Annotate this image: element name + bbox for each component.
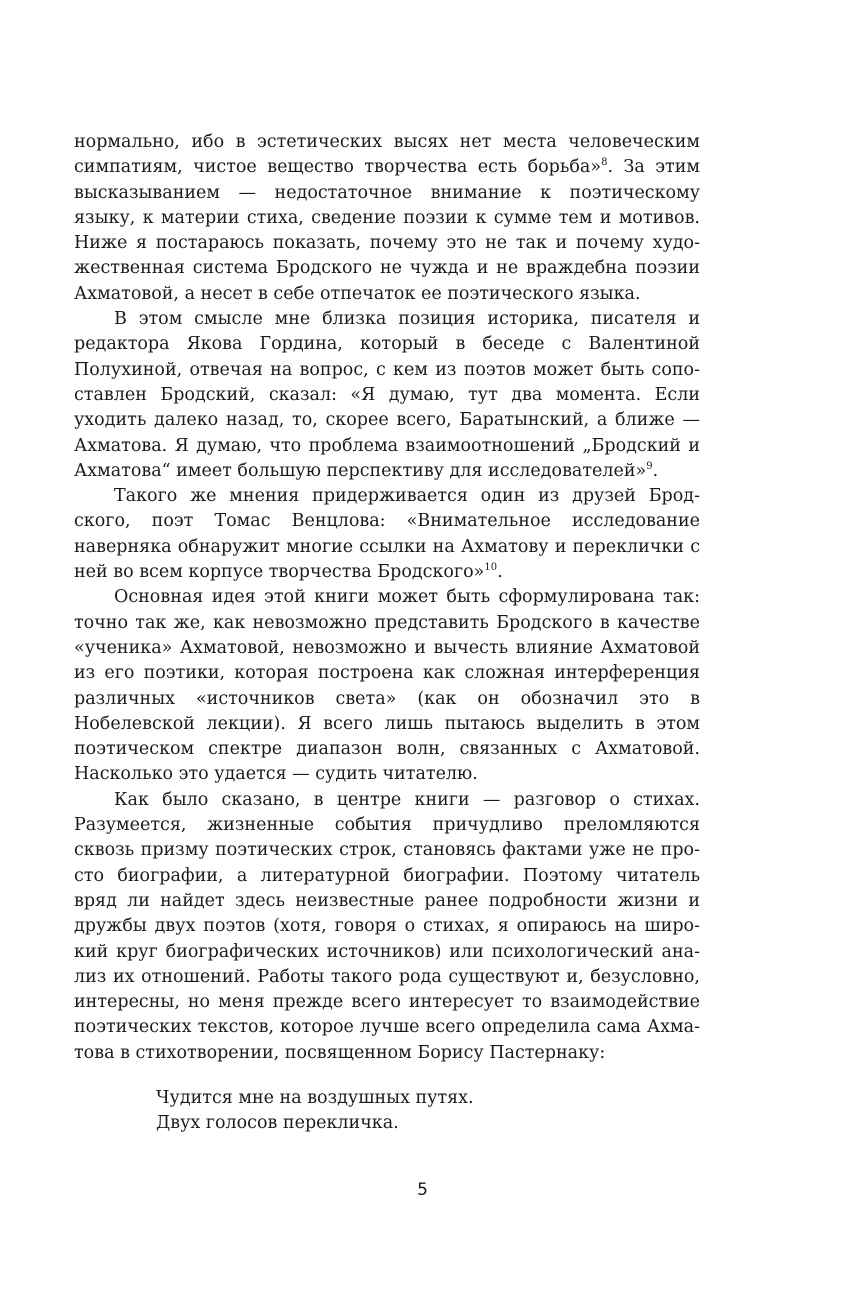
verse-line-1: Чудится мне на воздушных путях.	[156, 1088, 474, 1108]
paragraph-2-tail: .	[652, 460, 659, 481]
footnote-ref-9[interactable]: 9	[646, 460, 653, 472]
footnote-ref-10[interactable]: 10	[484, 562, 498, 574]
paragraph-5-text: Как было сказано, в центре книги — разговор о стихах. Разумеется, жизненные события причудливо преломляются сквозь призму поэтических строк, становясь фактами уже не просто биографии, а литературной биографии. Поэтому читатель вряд ли найдет здесь неизвестные ранее подробности жизни и дружбы двух поэтов (хотя, говоря о стихах, я опираюсь на широкий круг биографических источников) или психологический анализ их отношений. Работы такого рода существуют и, безусловно, интересны, но меня прежде всего интересует то взаимодействие поэтических текстов, которое лучше всего определила сама Ахматова в стихотворении, посвященном Борису Пастернаку:	[74, 789, 700, 1063]
paragraph-3-tail: .	[497, 562, 503, 583]
page-number: 5	[417, 1180, 428, 1200]
paragraph-3-text: Такого же мнения придерживается один из друзей Бродского, поэт Томас Венцлова: «Внимательное исследование наверняка обнаружит многие ссылки на Ахматову и переклички с ней во всем корпусе творчества Бродского»	[74, 486, 700, 583]
paragraph-1-text: нормально, ибо в эстетических высях нет места человеческим симпатиям, чистое вещество творчества есть борьба»	[74, 132, 700, 178]
page-body	[74, 130, 700, 1134]
paragraph-3	[74, 484, 700, 585]
paragraph-1-tail: . За этим высказыванием — недостаточное внимание к поэтическому языку, к материи стиха, сведение поэзии к сумме тем и мотивов. Ниже я постараюсь показать, почему это не так и почему художественная система Бродского не чужда и не враждебна поэзии Ахматовой, а несет в себе отпечаток ее поэтического языка.	[74, 157, 700, 304]
paragraph-4-text: Основная идея этой книги может быть сформулирована так: точно так же, как невозможно представить Бродского в качестве «ученика» Ахматовой, невозможно и вычесть влияние Ахматовой из его поэтики, которая построена как сложная интерференция различных «источников света» (как он обозначил это в Нобелевской лекции). Я всего лишь пытаюсь выделить в этом поэтическом спектре диапазон волн, связанных с Ахматовой. Насколько это удается — судить читателю.	[74, 587, 700, 785]
paragraph-1	[74, 130, 700, 307]
paragraph-2-text: В этом смысле мне близка позиция историка, писателя и редактора Якова Гордина, который в беседе с Валентиной Полухиной, отвечая на вопрос, с кем из поэтов может быть сопоставлен Бродский, сказал: «Я думаю, тут два момента. Если уходить далеко назад, то, скорее всего, Баратынский, а ближе — Ахматова. Я думаю, что проблема взаимоотношений „Бродский и Ахматова“ имеет большую перспективу для исследователей»	[74, 309, 700, 481]
paragraph-5	[74, 788, 700, 1066]
paragraph-4	[74, 585, 700, 787]
verse-line-2: Двух голосов перекличка.	[156, 1113, 399, 1134]
verse-quote	[156, 1086, 696, 1137]
footnote-ref-8[interactable]: 8	[601, 157, 608, 169]
paragraph-2	[74, 307, 700, 484]
